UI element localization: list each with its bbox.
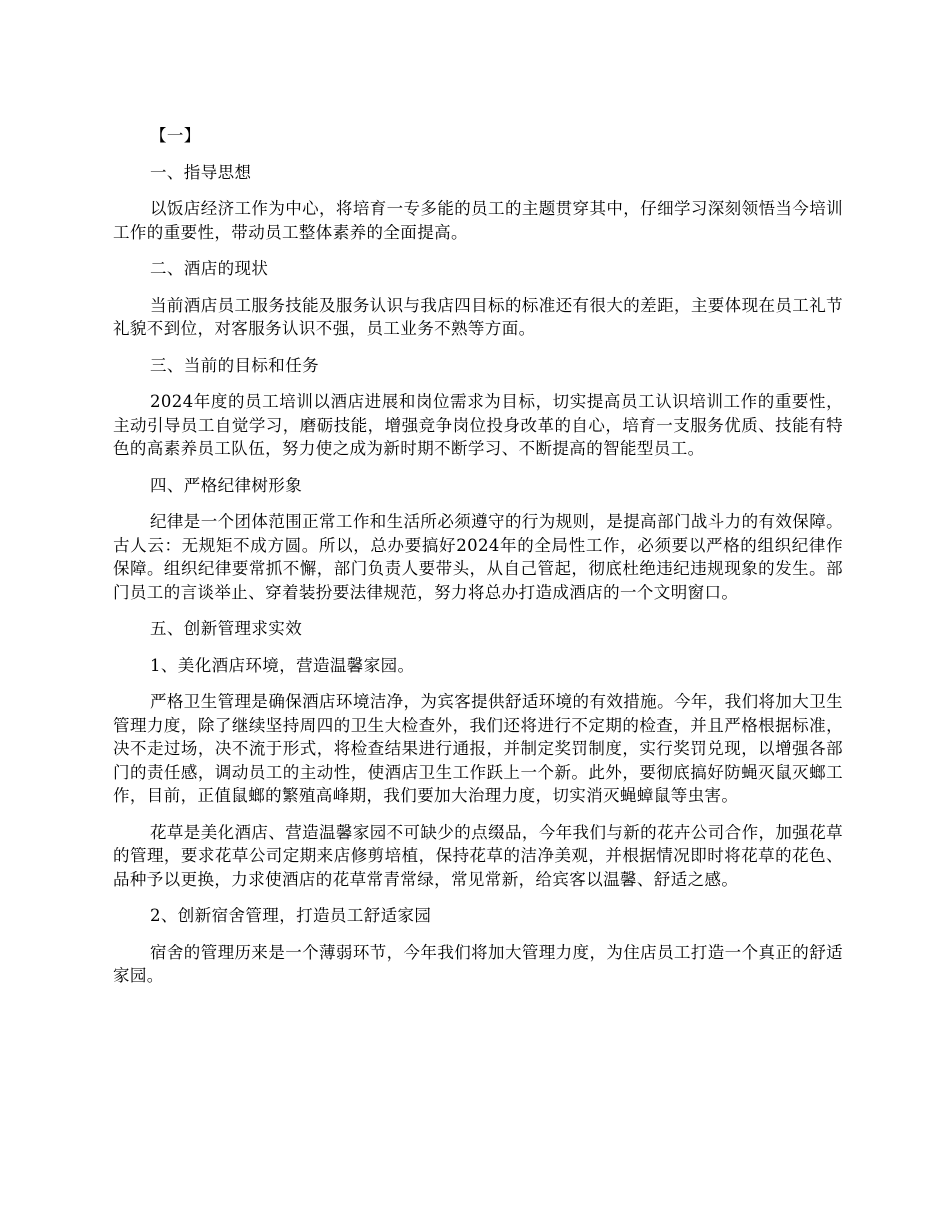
paragraph-hygiene: 严格卫生管理是确保酒店环境洁净，为宾客提供舒适环境的有效措施。今年，我们将加大卫生管理力度，除了继续坚持周四的卫生大检查外，我们还将进行不定期的检查，并且严格根据标准，决不走过场，决不流于形式，将检查结果进行通报，并制定奖罚制度，实行奖罚兑现，以增强各部门的责任感，调动员工的主动性，使酒店卫生工作跃上一个新。此外，要彻底搞好防蝇灭鼠灭螂工作，目前，正值鼠螂的繁殖高峰期，我们要加大治理力度，切实消灭蝇蟑鼠等虫害。 xyxy=(113,692,843,805)
paragraph-discipline: 纪律是一个团体范围正常工作和生活所必须遵守的行为规则，是提高部门战斗力的有效保障。古人云：无规矩不成方圆。所以，总办要搞好2024年的全局性工作，必须要以严格的组织纪律作保障。组织纪律要常抓不懈，部门负责人要带头，从自己管起，彻底杜绝违纪违规现象的发生。部门员工的言谈举止、穿着装扮要法律规范，努力将总办打造成酒店的一个文明窗口。 xyxy=(113,512,843,602)
subheading-environment: 1、美化酒店环境，营造温馨家园。 xyxy=(150,655,415,675)
heading-guiding-ideology: 一、指导思想 xyxy=(150,162,252,182)
heading-innovation: 五、创新管理求实效 xyxy=(150,619,303,638)
paragraph-flowers: 花草是美化酒店、营造温馨家园不可缺少的点缀品，今年我们与新的花卉公司合作，加强花草的管理，要求花草公司定期来店修剪培植，保持花草的洁净美观，并根据情况即时将花草的花色、品种予以更换，力求使酒店的花草常青常绿，常见常新，给宾客以温馨、舒适之感。 xyxy=(113,822,843,889)
document-body xyxy=(113,124,843,1001)
subheading-dormitory: 2、创新宿舍管理，打造员工舒适家园 xyxy=(150,906,432,925)
paragraph-current-status: 当前酒店员工服务技能及服务认识与我店四目标的标准还有很大的差距，主要体现在员工礼节礼貌不到位，对客服务认识不强，员工业务不熟等方面。 xyxy=(113,295,843,338)
heading-discipline: 四、严格纪律树形象 xyxy=(150,475,303,495)
paragraph-goals-tasks: 2024年度的员工培训以酒店进展和岗位需求为目标，切实提高员工认识培训工作的重要性，主动引导员工自觉学习，磨砺技能，增强竞争岗位投身改革的自心，培育一支服务优质、技能有特色的高素养员工队伍，努力使之成为新时期不断学习、不断提高的智能型员工。 xyxy=(113,392,843,458)
heading-goals-tasks: 三、当前的目标和任务 xyxy=(150,355,319,375)
section-marker: 【一】 xyxy=(150,126,201,145)
heading-current-status: 二、酒店的现状 xyxy=(150,259,269,278)
paragraph-guiding-ideology: 以饭店经济工作为中心，将培育一专多能的员工的主题贯穿其中，仔细学习深刻领悟当今培训工作的重要性，带动员工整体素养的全面提高。 xyxy=(113,199,843,242)
paragraph-dormitory: 宿舍的管理历来是一个薄弱环节，今年我们将加大管理力度，为住店员工打造一个真正的舒适家园。 xyxy=(113,942,843,985)
